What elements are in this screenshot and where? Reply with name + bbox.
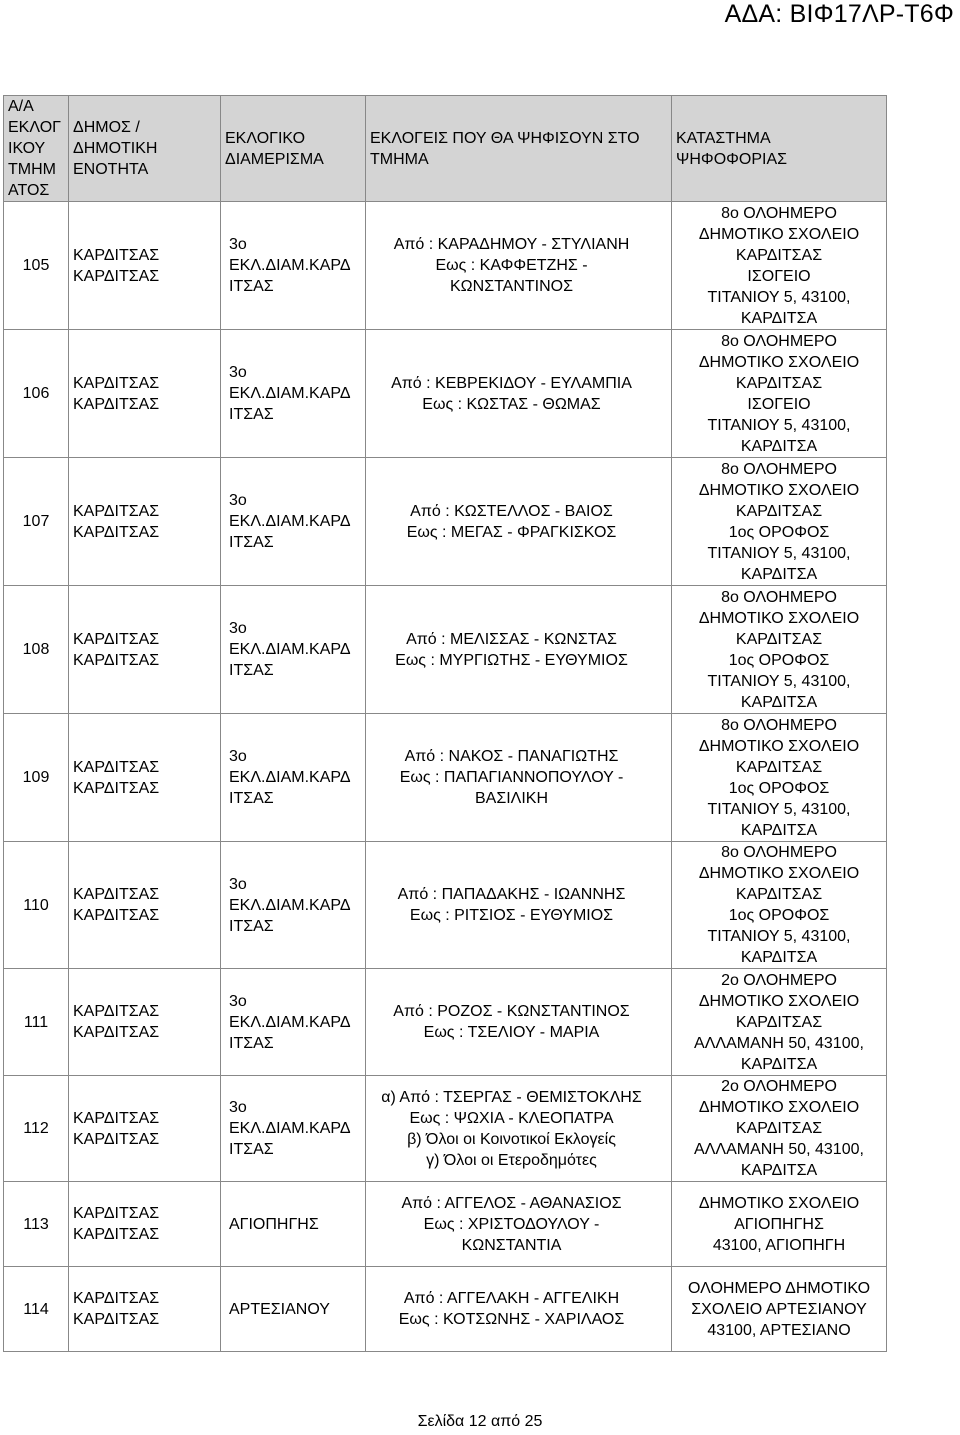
text-line: 8ο ΟΛΟΗΜΕΡΟ	[721, 716, 837, 734]
text-line: 2ο ΟΛΟΗΜΕΡΟ	[721, 971, 837, 989]
text-line: 43100, ΑΓΙΟΠΗΓΗ	[712, 1236, 846, 1254]
municipality-cell	[69, 458, 221, 586]
text-line: ΚΑΡΔΙΤΣΑ	[740, 949, 818, 966]
text-line: ΕΚΛ.ΔΙΑΜ.ΚΑΡΔ	[229, 513, 351, 530]
text-line: ΕΚΛ.ΔΙΑΜ.ΚΑΡΔ	[229, 896, 351, 914]
text-line: ΕΚΛ.ΔΙΑΜ.ΚΑΡΔ	[229, 1120, 351, 1137]
municipality-cell	[69, 202, 221, 330]
text-line: ΕΚΛΟΓ	[8, 119, 61, 136]
text-line: ΔΗΜΟΤΙΚΟ ΣΧΟΛΕΙΟ	[698, 1194, 860, 1212]
text-line: ΑΓΙΟΠΗΓΗΣ	[229, 1215, 319, 1233]
text-line: ΔΗΜΟΣ /	[73, 119, 140, 136]
municipality-cell	[69, 1182, 221, 1267]
text-line: ΚΑΡΔΙΤΣΑΣ	[73, 886, 160, 903]
ada-code: ΑΔΑ: ΒΙΦ17ΛΡ-Τ6Φ	[724, 0, 954, 28]
voters-cell	[366, 1267, 672, 1352]
department-cell	[221, 330, 366, 458]
text-line: ΤΜΗΜΑ	[370, 150, 429, 168]
voters-cell	[366, 330, 672, 458]
table-row	[4, 842, 887, 969]
text-line: ΚΑΡΔΙΤΣΑΣ	[73, 1311, 160, 1328]
text-line: ΚΑΡΔΙΤΣΑΣ	[735, 758, 823, 776]
voters-cell	[366, 586, 672, 714]
text-line: Α/Α	[8, 98, 34, 115]
text-line: ΚΑΡΔΙΤΣΑΣ	[73, 246, 160, 264]
text-line: ΚΩΝΣΤΑΝΤΙΑ	[461, 1236, 562, 1254]
text-line: Εως : ΚΟΤΣΩΝΗΣ - ΧΑΡΙΛΑΟΣ	[398, 1311, 625, 1328]
text-line: ΤΙΤΑΝΙΟΥ 5, 43100,	[707, 288, 851, 306]
text-line: ΤΙΤΑΝΙΟΥ 5, 43100,	[707, 544, 851, 562]
text-line: ΨΗΦΟΦΟΡΙΑΣ	[676, 150, 788, 168]
text-line: ΚΑΡΔΙΤΣΑΣ	[73, 395, 160, 413]
municipality-cell	[69, 969, 221, 1076]
municipality-cell	[69, 714, 221, 842]
text-line: ΚΑΡΔΙΤΣΑΣ	[73, 651, 160, 669]
text-line: ΚΑΡΔΙΤΣΑΣ	[73, 779, 160, 797]
municipality-cell	[69, 1076, 221, 1182]
text-line: ΔΗΜΟΤΙΚΟ ΣΧΟΛΕΙΟ	[698, 353, 860, 371]
municipality-cell	[69, 586, 221, 714]
text-line: 3ο	[229, 1099, 247, 1116]
text-line: 3ο	[229, 492, 247, 509]
text-line: ΤΙΤΑΝΙΟΥ 5, 43100,	[707, 416, 851, 434]
text-line: Εως : ΧΡΙΣΤΟΔΟΥΛΟΥ -	[423, 1215, 600, 1233]
department-cell	[221, 714, 366, 842]
text-line: ΔΗΜΟΤΙΚΟ ΣΧΟΛΕΙΟ	[698, 865, 860, 882]
department-cell	[221, 586, 366, 714]
text-line: ΚΑΡΔΙΤΣΑΣ	[735, 630, 823, 648]
text-line: ΚΑΡΔΙΤΣΑΣ	[73, 1003, 160, 1020]
text-line: ΕΝΟΤΗΤΑ	[73, 161, 149, 178]
text-line: 8ο ΟΛΟΗΜΕΡΟ	[721, 332, 837, 350]
department-cell	[221, 1182, 366, 1267]
text-line: ΑΓΙΟΠΗΓΗΣ	[734, 1215, 824, 1233]
voters-cell	[366, 202, 672, 330]
text-line: Εως : ΠΑΠΑΓΙΑΝΝΟΠΟΥΛΟΥ -	[399, 769, 624, 786]
text-line: 3ο	[229, 992, 247, 1010]
text-line: ΚΑΡΔΙΤΣΑΣ	[73, 758, 160, 776]
text-line: ΚΑΡΔΙΤΣΑΣ	[73, 1226, 160, 1243]
text-line: ΚΑΡΔΙΤΣΑΣ	[735, 246, 823, 264]
serial-number-cell: 108	[4, 586, 69, 714]
table-body	[4, 202, 887, 1352]
text-line: ΤΙΤΑΝΙΟΥ 5, 43100,	[707, 800, 851, 818]
municipality-cell	[69, 1267, 221, 1352]
text-line: ΔΗΜΟΤΙΚΗ	[73, 140, 158, 157]
department-cell	[221, 1076, 366, 1182]
text-line: ΙΤΣΑΣ	[229, 790, 274, 807]
text-line: ΕΚΛ.ΔΙΑΜ.ΚΑΡΔ	[229, 1013, 351, 1031]
text-line: ΙΤΣΑΣ	[229, 278, 274, 295]
text-line: ΑΛΛΑΜΑΝΗ 50, 43100,	[694, 1141, 864, 1158]
text-line: ΚΑΡΔΙΤΣΑΣ	[735, 502, 823, 520]
text-line: 1ος ΟΡΟΦΟΣ	[728, 523, 830, 541]
header-municipality	[69, 96, 221, 202]
table-row	[4, 1076, 887, 1182]
text-line: ΙΤΣΑΣ	[229, 1141, 274, 1158]
polling-station-cell	[672, 1076, 887, 1182]
text-line: ΙΣΟΓΕΙΟ	[747, 395, 811, 413]
text-line: 1ος ΟΡΟΦΟΣ	[728, 779, 830, 797]
text-line: α) Από : ΤΣΕΡΓΑΣ - ΘΕΜΙΣΤΟΚΛΗΣ	[381, 1088, 642, 1106]
text-line: ΕΚΛΟΓΕΙΣ ΠΟΥ ΘΑ ΨΗΦΙΣΟΥΝ ΣΤΟ	[370, 129, 640, 147]
table-row	[4, 330, 887, 458]
text-line: ΕΚΛ.ΔΙΑΜ.ΚΑΡΔ	[229, 385, 351, 402]
text-line: ΚΑΡΔΙΤΣΑ	[740, 693, 818, 711]
text-line: 1ος ΟΡΟΦΟΣ	[728, 651, 830, 669]
text-line: ΙΤΣΑΣ	[229, 662, 274, 679]
polling-stations-table	[3, 95, 887, 1352]
text-line: 3ο	[229, 748, 247, 765]
municipality-cell	[69, 330, 221, 458]
voters-cell	[366, 1076, 672, 1182]
text-line: ΤΙΤΑΝΙΟΥ 5, 43100,	[707, 928, 851, 945]
text-line: ΑΡΤΕΣΙΑΝΟΥ	[229, 1300, 330, 1318]
text-line: ΚΑΡΔΙΤΣΑΣ	[73, 1130, 160, 1148]
voters-cell	[366, 714, 672, 842]
text-line: ΚΑΡΔΙΤΣΑ	[740, 821, 818, 839]
text-line: Εως : ΡΙΤΣΙΟΣ - ΕΥΘΥΜΙΟΣ	[409, 907, 614, 924]
text-line: 8ο ΟΛΟΗΜΕΡΟ	[721, 844, 837, 861]
polling-station-cell	[672, 969, 887, 1076]
text-line: ΔΗΜΟΤΙΚΟ ΣΧΟΛΕΙΟ	[698, 737, 860, 755]
text-line: ΒΑΣΙΛΙΚΗ	[474, 790, 549, 807]
text-line: ΙΤΣΑΣ	[229, 1034, 274, 1052]
text-line: Από : ΡΟΖΟΣ - ΚΩΝΣΤΑΝΤΙΝΟΣ	[393, 1003, 630, 1020]
text-line: ΑΛΛΑΜΑΝΗ 50, 43100,	[694, 1034, 864, 1052]
text-line: ΚΑΤΑΣΤΗΜΑ	[676, 129, 771, 147]
header-serial-number	[4, 96, 69, 202]
text-line: Από : ΑΓΓΕΛΟΣ - ΑΘΑΝΑΣΙΟΣ	[401, 1194, 622, 1212]
text-line: 8ο ΟΛΟΗΜΕΡΟ	[721, 204, 837, 222]
text-line: ΚΑΡΔΙΤΣΑΣ	[73, 1290, 160, 1307]
text-line: ΚΑΡΔΙΤΣΑΣ	[73, 1109, 160, 1127]
text-line: ΚΑΡΔΙΤΣΑ	[740, 1162, 818, 1179]
text-line: Από : ΠΑΠΑΔΑΚΗΣ - ΙΩΑΝΝΗΣ	[397, 886, 626, 903]
municipality-cell	[69, 842, 221, 969]
text-line: ΚΑΡΔΙΤΣΑ	[740, 437, 818, 455]
text-line: 3ο	[229, 875, 247, 893]
text-line: 8ο ΟΛΟΗΜΕΡΟ	[721, 460, 837, 478]
serial-number-cell: 113	[4, 1182, 69, 1267]
text-line: ΚΑΡΔΙΤΣΑΣ	[735, 886, 823, 903]
text-line: 3ο	[229, 364, 247, 381]
text-line: ΕΚΛΟΓΙΚΟ	[225, 129, 306, 147]
text-line: ΙΤΣΑΣ	[229, 406, 274, 423]
text-line: ΔΗΜΟΤΙΚΟ ΣΧΟΛΕΙΟ	[698, 1099, 860, 1116]
text-line: ΚΑΡΔΙΤΣΑΣ	[73, 1024, 160, 1041]
text-line: Εως : ΚΩΣΤΑΣ - ΘΩΜΑΣ	[422, 395, 601, 413]
text-line: γ) Όλοι οι Ετεροδημότες	[426, 1151, 597, 1169]
text-line: β) Όλοι οι Κοινοτικοί Εκλογείς	[407, 1130, 616, 1148]
text-line: ΕΚΛ.ΔΙΑΜ.ΚΑΡΔ	[229, 257, 351, 274]
text-line: ΙΤΣΑΣ	[229, 917, 274, 935]
department-cell	[221, 969, 366, 1076]
text-line: ΔΙΑΜΕΡΙΣΜΑ	[225, 150, 324, 168]
serial-number-cell: 111	[4, 969, 69, 1076]
header-electoral-department	[221, 96, 366, 202]
polling-station-cell	[672, 586, 887, 714]
text-line: Εως : ΜΥΡΓΙΩΤΗΣ - ΕΥΘΥΜΙΟΣ	[395, 651, 628, 669]
text-line: ΚΑΡΔΙΤΣΑΣ	[73, 267, 160, 285]
serial-number-cell: 107	[4, 458, 69, 586]
text-line: 3ο	[229, 620, 247, 637]
table-row	[4, 1267, 887, 1352]
table-row	[4, 714, 887, 842]
text-line: 43100, ΑΡΤΕΣΙΑΝΟ	[707, 1321, 851, 1339]
serial-number-cell: 105	[4, 202, 69, 330]
text-line: ΚΑΡΔΙΤΣΑΣ	[735, 374, 823, 392]
serial-number-cell: 112	[4, 1076, 69, 1182]
voters-cell	[366, 458, 672, 586]
department-cell	[221, 1267, 366, 1352]
department-cell	[221, 842, 366, 969]
table-row	[4, 1182, 887, 1267]
voters-cell	[366, 1182, 672, 1267]
text-line: 3ο	[229, 236, 247, 253]
polling-station-cell	[672, 1267, 887, 1352]
header-polling-station	[672, 96, 887, 202]
polling-station-cell	[672, 330, 887, 458]
text-line: ΔΗΜΟΤΙΚΟ ΣΧΟΛΕΙΟ	[698, 225, 860, 243]
text-line: ΚΑΡΔΙΤΣΑΣ	[73, 907, 160, 924]
text-line: ΙΤΣΑΣ	[229, 534, 274, 551]
text-line: ΚΩΝΣΤΑΝΤΙΝΟΣ	[450, 278, 573, 295]
text-line: ΤΜΗΜ	[8, 161, 56, 178]
text-line: ΚΑΡΔΙΤΣΑΣ	[735, 1013, 823, 1031]
text-line: ΚΑΡΔΙΤΣΑ	[740, 565, 818, 583]
text-line: ΙΣΟΓΕΙΟ	[747, 267, 811, 285]
text-line: 2ο ΟΛΟΗΜΕΡΟ	[721, 1078, 837, 1095]
text-line: ΚΑΡΔΙΤΣΑ	[740, 1055, 818, 1073]
serial-number-cell: 110	[4, 842, 69, 969]
text-line: Από : ΚΑΡΑΔΗΜΟΥ - ΣΤΥΛΙΑΝΗ	[393, 236, 630, 253]
table-header-row	[4, 96, 887, 202]
page-footer: Σελίδα 12 από 25	[417, 1413, 543, 1430]
voters-cell	[366, 842, 672, 969]
serial-number-cell: 114	[4, 1267, 69, 1352]
text-line: ΔΗΜΟΤΙΚΟ ΣΧΟΛΕΙΟ	[698, 992, 860, 1010]
text-line: Από : ΝΑΚΟΣ - ΠΑΝΑΓΙΩΤΗΣ	[404, 748, 619, 765]
text-line: ΣΧΟΛΕΙΟ ΑΡΤΕΣΙΑΝΟΥ	[691, 1300, 867, 1318]
department-cell	[221, 458, 366, 586]
serial-number-cell: 109	[4, 714, 69, 842]
polling-station-cell	[672, 202, 887, 330]
text-line: ΔΗΜΟΤΙΚΟ ΣΧΟΛΕΙΟ	[698, 609, 860, 627]
text-line: ΚΑΡΔΙΤΣΑ	[740, 309, 818, 327]
table-row	[4, 202, 887, 330]
text-line: ΑΤΟΣ	[8, 182, 50, 199]
text-line: Από : ΚΕΒΡΕΚΙΔΟΥ - ΕΥΛΑΜΠΙΑ	[391, 374, 632, 392]
text-line: ΚΑΡΔΙΤΣΑΣ	[73, 374, 160, 392]
text-line: ΚΑΡΔΙΤΣΑΣ	[735, 1120, 823, 1137]
text-line: 8ο ΟΛΟΗΜΕΡΟ	[721, 588, 837, 606]
text-line: ΚΑΡΔΙΤΣΑΣ	[73, 1205, 160, 1222]
table-row	[4, 586, 887, 714]
text-line: ΚΑΡΔΙΤΣΑΣ	[73, 523, 160, 541]
text-line: ΤΙΤΑΝΙΟΥ 5, 43100,	[707, 672, 851, 690]
table-row	[4, 458, 887, 586]
voters-cell	[366, 969, 672, 1076]
polling-station-cell	[672, 842, 887, 969]
department-cell	[221, 202, 366, 330]
text-line: Από : ΜΕΛΙΣΣΑΣ - ΚΩΝΣΤΑΣ	[406, 630, 617, 648]
text-line: ΔΗΜΟΤΙΚΟ ΣΧΟΛΕΙΟ	[698, 481, 860, 499]
text-line: Εως : ΨΩΧΙΑ - ΚΛΕΟΠΑΤΡΑ	[409, 1109, 614, 1127]
text-line: Εως : ΚΑΦΦΕΤΖΗΣ -	[435, 257, 588, 274]
header-voters	[366, 96, 672, 202]
text-line: Εως : ΜΕΓΑΣ - ΦΡΑΓΚΙΣΚΟΣ	[406, 523, 617, 541]
text-line: ΚΑΡΔΙΤΣΑΣ	[73, 502, 160, 520]
polling-station-cell	[672, 1182, 887, 1267]
polling-station-cell	[672, 458, 887, 586]
polling-station-cell	[672, 714, 887, 842]
text-line: ΕΚΛ.ΔΙΑΜ.ΚΑΡΔ	[229, 641, 351, 658]
text-line: Από : ΚΩΣΤΕΛΛΟΣ - ΒΑΙΟΣ	[410, 502, 613, 520]
text-line: 1ος ΟΡΟΦΟΣ	[728, 907, 830, 924]
serial-number-cell: 106	[4, 330, 69, 458]
text-line: ΕΚΛ.ΔΙΑΜ.ΚΑΡΔ	[229, 769, 351, 786]
text-line: ΟΛΟΗΜΕΡΟ ΔΗΜΟΤΙΚΟ	[687, 1279, 871, 1297]
text-line: ΚΑΡΔΙΤΣΑΣ	[73, 630, 160, 648]
text-line: ΙΚΟΥ	[8, 140, 46, 157]
table-row	[4, 969, 887, 1076]
text-line: Εως : ΤΣΕΛΙΟΥ - ΜΑΡΙΑ	[423, 1024, 600, 1041]
text-line: Από : ΑΓΓΕΛΑΚΗ - ΑΓΓΕΛΙΚΗ	[403, 1290, 620, 1307]
